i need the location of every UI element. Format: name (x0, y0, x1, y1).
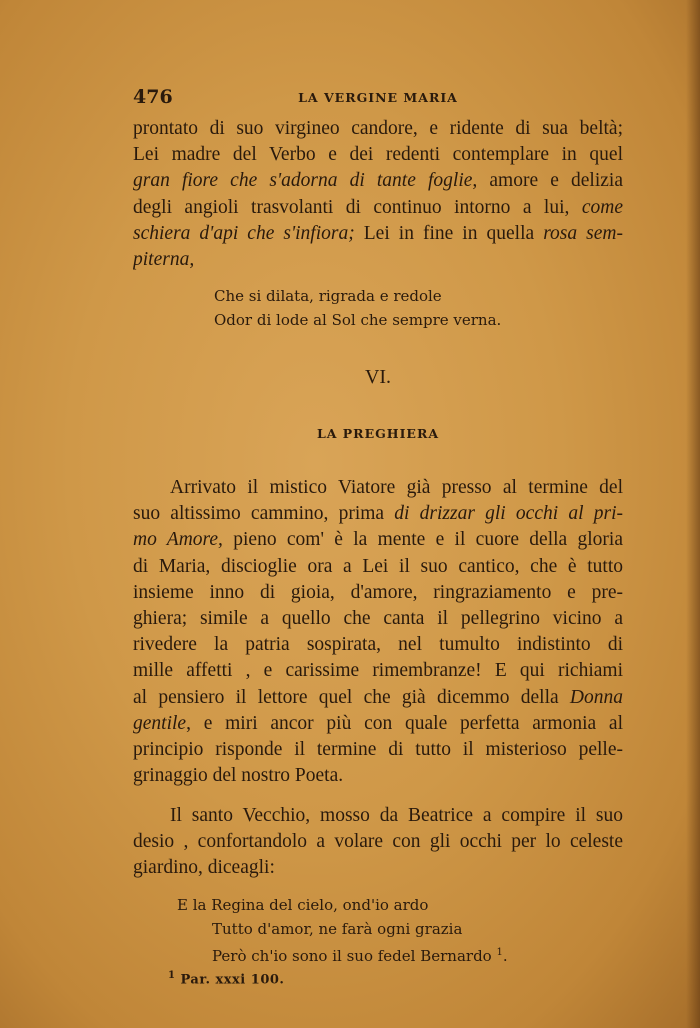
verse-quote-2 (177, 893, 508, 968)
quote-italic: come (581, 196, 623, 218)
text-line: suo altissimo cammino, prima di drizzar gli occhi al pri- (133, 503, 623, 525)
text-line: di Maria, discioglie ora a Lei il suo cantico, che è tutto (133, 555, 623, 577)
text-line: al pensiero il lettore quel che già dicemmo della Donna (133, 686, 623, 708)
text-line: degli angioli trasvolanti di continuo intorno a lui, come (133, 196, 623, 218)
quote-italic: Donna (569, 686, 623, 708)
verse-line: Odor di lode al Sol che sempre verna. (214, 311, 502, 329)
quote-italic: gran fiore che s'adorna di tante foglie, (133, 170, 478, 192)
footnote-mark: 1 (168, 970, 176, 981)
text-line (133, 247, 623, 273)
text-line: rivedere la patria sospirata, nel tumulto indistinto di (133, 634, 623, 656)
text-line: prontato di suo virgineo candore, e ridente di sua beltà; (133, 118, 623, 139)
page-edge-shadow (686, 0, 700, 1028)
section-number: VI. (364, 366, 392, 388)
quote-italic: piterna, (133, 249, 195, 271)
text-line: grinaggio del nostro Poeta. (133, 765, 344, 787)
footnote (168, 970, 284, 987)
text-line: schiera d'api che s'infiora; Lei in fine in quella rosa sem- (133, 222, 623, 244)
text-line: Lei madre del Verbo e dei redenti contemplare in quel (133, 144, 623, 166)
text-line: mille affetti , e carissime rimembranze! E qui richiami (133, 660, 623, 682)
paragraph-1 (133, 116, 623, 273)
text-line: Arrivato il mistico Viatore già presso al termine del (170, 477, 623, 498)
section-title: LA PREGHIERA (316, 426, 440, 441)
text-line: desio , confortandolo a volare con gli occhi per lo celeste (133, 831, 623, 853)
text-line: insieme inno di gioia, d'amore, ringraziamento e pre- (133, 581, 623, 603)
text-line: gran fiore che s'adorna di tante foglie, amore e delizia (133, 170, 623, 192)
footnote-text: Par. xxxi 100. (180, 972, 285, 988)
text-line: principio risponde il termine di tutto il misterioso pelle- (133, 739, 623, 761)
verse-line: Che si dilata, rigrada e redole (214, 287, 442, 305)
text-line: mo Amore, pieno com' è la mente e il cuore della gloria (133, 529, 623, 551)
quote-italic: schiera d'api che s'infiora; (133, 222, 355, 244)
paragraph-2 (133, 475, 623, 789)
paragraph-3 (133, 803, 623, 882)
quote-italic: mo Amore, (133, 529, 223, 551)
text-line: ghiera; simile a quello che canta il pellegrino vicino a (133, 608, 623, 630)
quote-italic: gentile (133, 712, 187, 734)
footnote-ref[interactable]: 1 (496, 947, 503, 958)
page-header (133, 86, 623, 108)
quote-italic: rosa sem- (543, 222, 623, 244)
page-number: 476 (133, 86, 173, 108)
text-line: gentile, e miri ancor più con quale perfetta armonia al (133, 712, 623, 734)
quote-italic: di drizzar gli occhi al pri- (394, 503, 623, 525)
verse-quote-1 (214, 284, 501, 332)
text-line: Il santo Vecchio, mosso da Beatrice a compire il suo (170, 805, 623, 826)
text-line: giardino, diceagli: (133, 857, 275, 879)
verse-line: Tutto d'amor, ne farà ogni grazia (212, 920, 463, 938)
verse-line: Però ch'io sono il suo fedel Bernardo $^1$. (212, 947, 508, 965)
verse-line: E la Regina del cielo, ond'io ardo (177, 896, 429, 914)
running-head: LA VERGINE MARIA (298, 90, 458, 105)
